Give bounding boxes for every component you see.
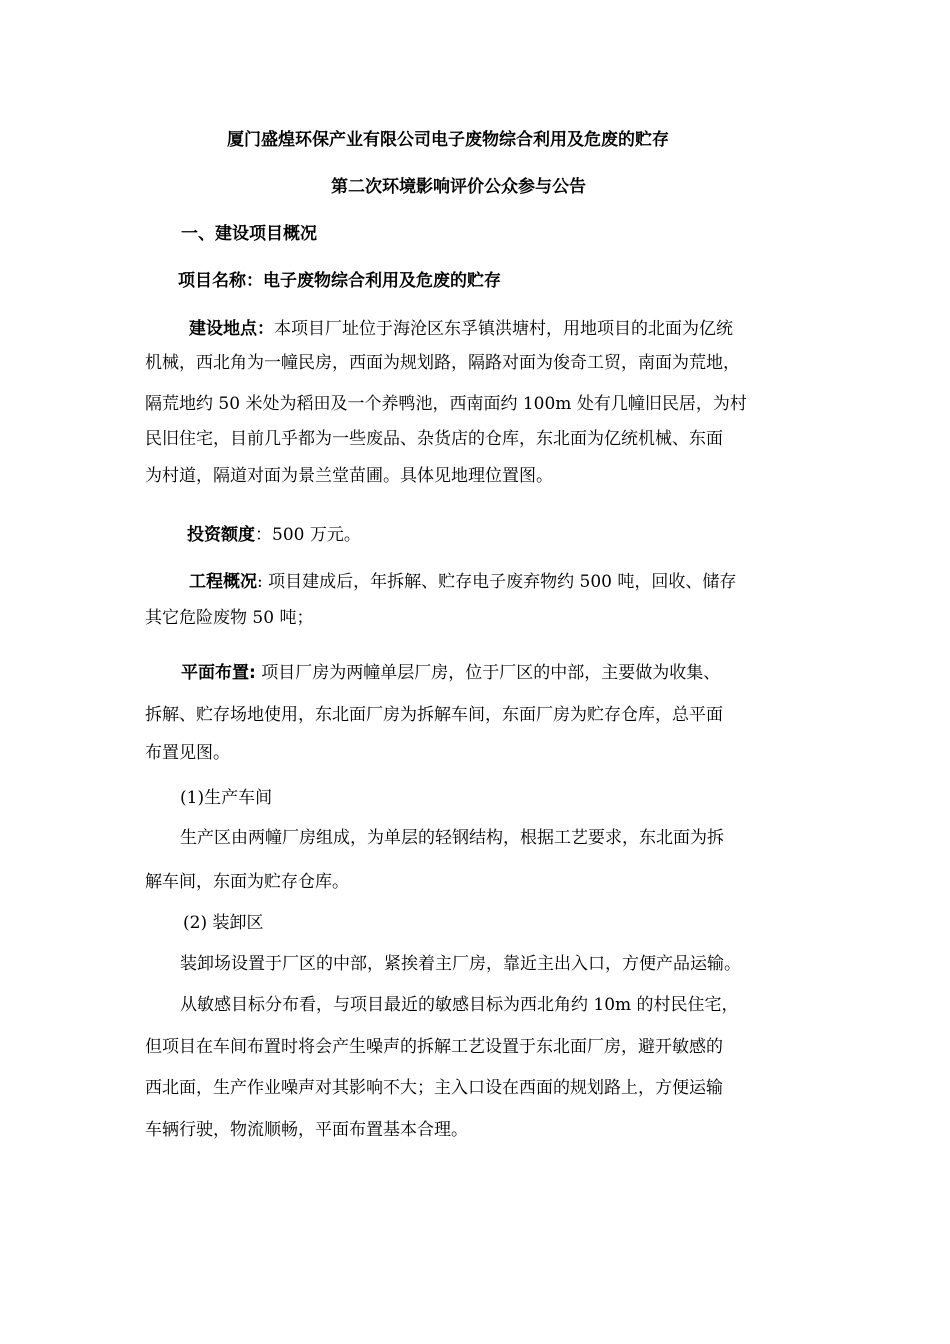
site-paragraph-line-1 (189, 318, 733, 340)
document-title: 厦门盛煌环保产业有限公司电子废物综合利用及危废的贮存 (227, 130, 669, 150)
layout-line-2: 拆解、贮存场地使用，东北面厂房为拆解车间，东面厂房为贮存仓库，总平面 (145, 705, 723, 725)
layout-text: 项目厂房为两幢单层厂房，位于厂区的中部，主要做为收集、 (255, 663, 721, 683)
project-name-label: 项目名称： (178, 271, 263, 291)
sub-heading-loading: (2) 装卸区 (183, 913, 264, 933)
sensitive-line-2: 但项目在车间布置时将会产生噪声的拆解工艺设置于东北面厂房，避开敏感的 (145, 1037, 723, 1057)
sensitive-line-3: 西北面，生产作业噪声对其影响不大；主入口设在西面的规划路上，方便运输 (145, 1078, 723, 1098)
investment-row (187, 524, 361, 546)
layout-line-1 (181, 662, 720, 684)
investment-value: ：500 万元。 (255, 525, 361, 545)
layout-label: 平面布置: (181, 663, 256, 683)
layout-line-3: 布置见图。 (145, 743, 230, 763)
site-paragraph-line-2: 机械，西北角为一幢民房，西面为规划路，隔路对面为俊奇工贸，南面为荒地， (145, 353, 740, 373)
sensitive-line-4: 车辆行驶，物流顺畅，平面布置基本合理。 (145, 1120, 468, 1140)
site-text: 本项目厂址位于海沧区东孚镇洪塘村，用地项目的北面为亿统 (274, 319, 733, 339)
engineering-line-2: 其它危险废物 50 吨； (145, 608, 314, 628)
document-subtitle: 第二次环境影响评价公众参与公告 (331, 177, 586, 197)
project-name-value: 电子废物综合利用及危废的贮存 (263, 271, 501, 291)
site-label: 建设地点： (189, 319, 274, 339)
project-name-row (178, 270, 501, 292)
site-paragraph-line-3: 隔荒地约 50 米处为稻田及一个养鸭池，西南面约 100m 处有几幢旧民居，为村 (145, 394, 747, 414)
engineering-line-1 (189, 571, 736, 593)
engineering-text: : 项目建成后，年拆解、贮存电子废弃物约 500 吨，回收、储存 (257, 572, 737, 592)
site-paragraph-line-4: 民旧住宅，目前几乎都为一些废品、杂货店的仓库，东北面为亿统机械、东面 (145, 429, 723, 449)
section-heading-overview: 一、建设项目概况 (181, 224, 317, 244)
loading-line-1: 装卸场设置于厂区的中部，紧挨着主厂房，靠近主出入口，方便产品运输。 (180, 954, 741, 974)
sub-heading-production: (1)生产车间 (180, 788, 273, 808)
engineering-label: 工程概况 (189, 572, 257, 592)
production-line-1: 生产区由两幢厂房组成，为单层的轻钢结构，根据工艺要求，东北面为拆 (180, 828, 724, 848)
production-line-2: 解车间，东面为贮存仓库。 (145, 872, 349, 892)
sensitive-line-1: 从敏感目标分布看，与项目最近的敏感目标为西北角约 10m 的村民住宅， (180, 995, 739, 1015)
investment-label: 投资额度 (187, 525, 255, 545)
site-paragraph-line-5: 为村道，隔道对面为景兰堂苗圃。具体见地理位置图。 (145, 466, 553, 486)
